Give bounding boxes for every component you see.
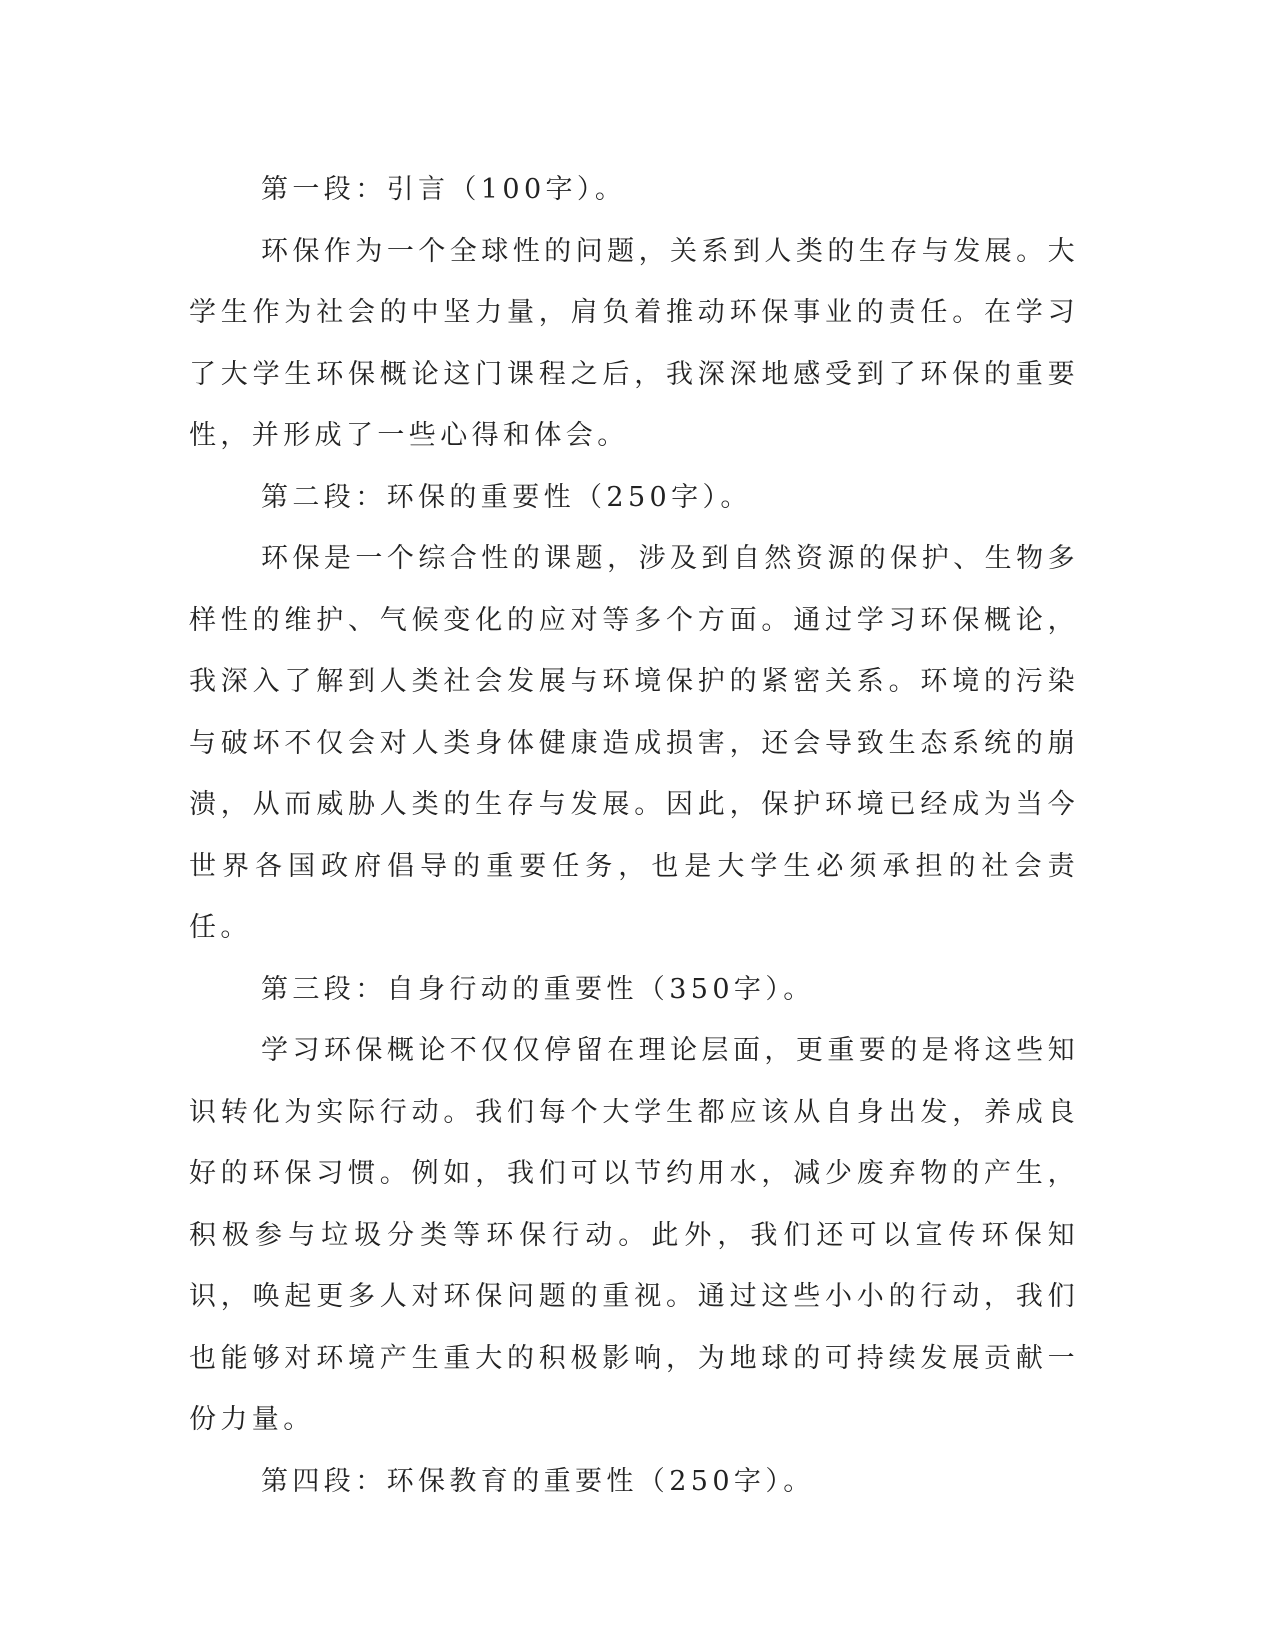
section-heading-3: 第三段：自身行动的重要性（350字）。 xyxy=(261,973,815,1005)
body-paragraph-1: 环保作为一个全球性的问题，关系到人类的生存与发展。大学生作为社会的中坚力量，肩负着推动环保事业的责任。在学习了大学生环保概论这门课程之后，我深深地感受到了环保的重要性，并形成了一些心得和体会。 xyxy=(189,235,1079,451)
section-heading-4: 第四段：环保教育的重要性（250字）。 xyxy=(261,1465,815,1497)
body-paragraph-3: 学习环保概论不仅仅停留在理论层面，更重要的是将这些知识转化为实际行动。我们每个大学生都应该从自身出发，养成良好的环保习惯。例如，我们可以节约用水，减少废弃物的产生，积极参与垃圾分类等环保行动。此外，我们还可以宣传环保知识，唤起更多人对环保问题的重视。通过这些小小的行动，我们也能够对环境产生重大的积极影响，为地球的可持续发展贡献一份力量。 xyxy=(189,1035,1079,1435)
section-heading-1: 第一段：引言（100字）。 xyxy=(261,174,627,205)
body-paragraph-2: 环保是一个综合性的课题，涉及到自然资源的保护、生物多样性的维护、气候变化的应对等多个方面。通过学习环保概论，我深入了解到人类社会发展与环境保护的紧密关系。环境的污染与破坏不仅会对人类身体健康造成损害，还会导致生态系统的崩溃，从而威胁人类的生存与发展。因此，保护环境已经成为当今世界各国政府倡导的重要任务，也是大学生必须承担的社会责任。 xyxy=(189,543,1079,943)
document-body xyxy=(189,159,1079,1512)
section-heading-2: 第二段：环保的重要性（250字）。 xyxy=(261,481,752,513)
